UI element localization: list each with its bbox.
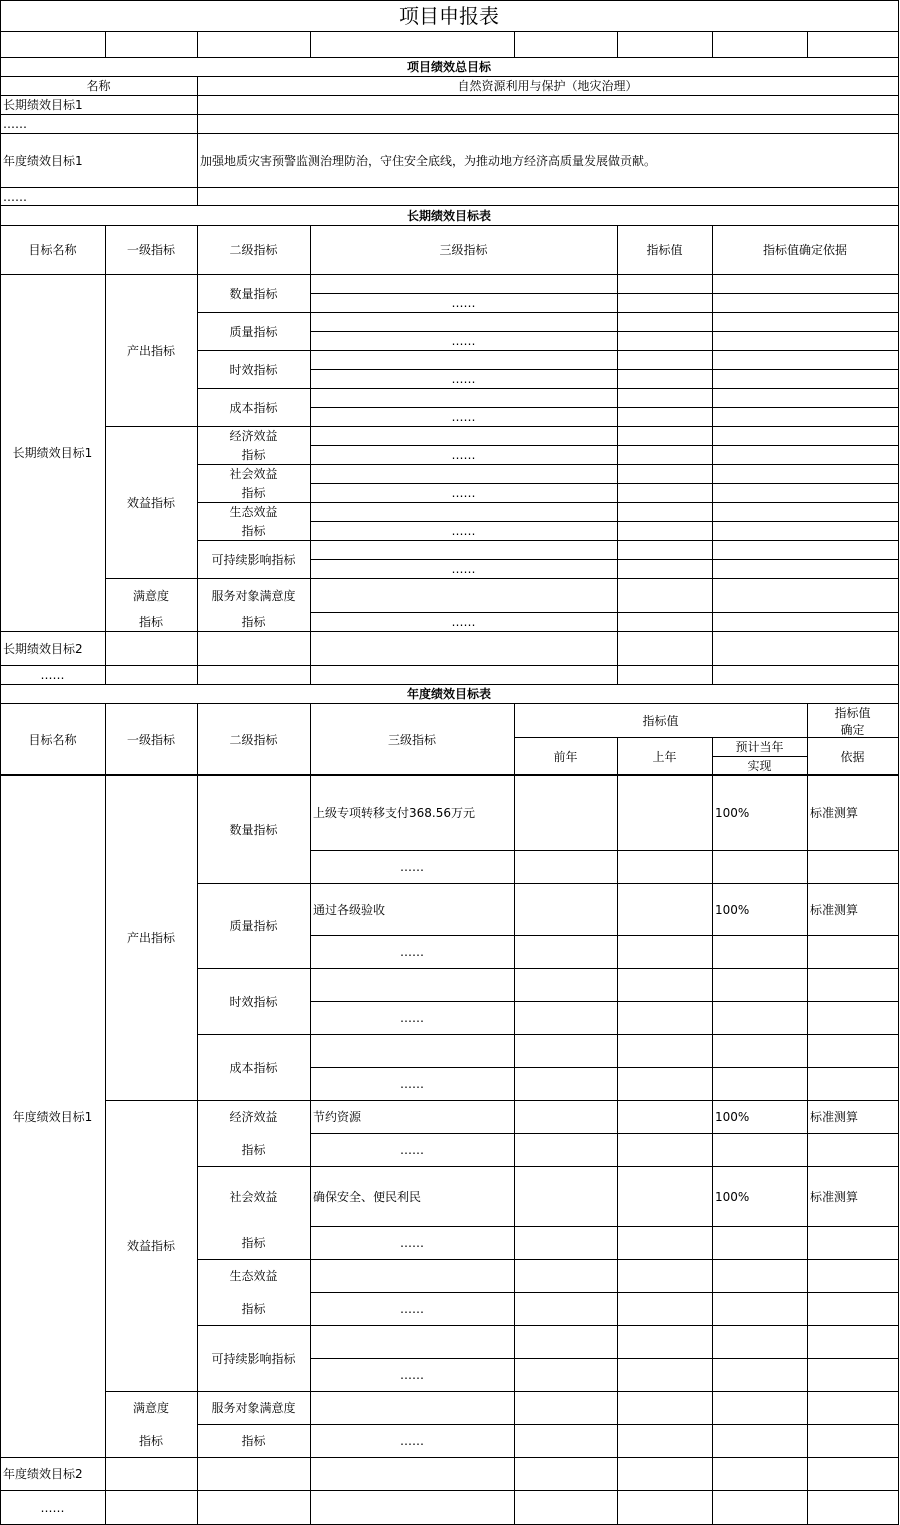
blank-cell[interactable] xyxy=(106,32,197,57)
level1-satisfaction: 满意度 xyxy=(132,1401,169,1415)
col-value: 指标值 xyxy=(642,713,679,728)
grid-line xyxy=(0,1457,899,1458)
col-expected-suffix: 实现 xyxy=(747,759,772,773)
col-basis: 指标值 xyxy=(834,705,871,720)
basis-quantity: 标准测算 xyxy=(810,806,859,820)
blank-cell[interactable] xyxy=(808,32,898,57)
level1-output: 产出指标 xyxy=(126,931,175,945)
col-last-year: 上年 xyxy=(652,749,677,764)
level2-quality: 质量指标 xyxy=(229,324,278,339)
level2-economic: 经济效益 xyxy=(229,429,278,443)
level3-quantity-value: 上级专项转移支付368.56万元 xyxy=(313,806,475,820)
level3-ellipsis: …… xyxy=(451,486,476,500)
level2-cost: 成本指标 xyxy=(229,1060,278,1075)
level2-economic: 经济效益 xyxy=(229,1110,278,1124)
level2-social: 社会效益 xyxy=(229,467,278,481)
level3-ellipsis: …… xyxy=(451,562,476,576)
level2-ecological: 生态效益 xyxy=(229,1269,278,1283)
col-level2: 二级指标 xyxy=(229,243,278,257)
blank-cell[interactable] xyxy=(311,32,514,57)
ellipsis-row: …… xyxy=(3,117,27,131)
col-value: 指标值 xyxy=(646,243,683,257)
name-label: 名称 xyxy=(86,79,111,93)
level2-timeliness: 时效指标 xyxy=(229,994,278,1009)
level3-ellipsis: …… xyxy=(400,945,424,959)
level3-ellipsis: …… xyxy=(400,1143,424,1157)
expected-quantity: 100% xyxy=(715,806,750,820)
level2-quantity: 数量指标 xyxy=(229,286,278,301)
grid-line xyxy=(514,703,515,1525)
section-title-long-term: 长期绩效目标表 xyxy=(406,208,491,223)
level2-social: 社会效益 xyxy=(229,1189,278,1204)
level3-ellipsis: …… xyxy=(400,1077,424,1091)
level3-ellipsis: …… xyxy=(451,410,476,424)
ellipsis-row: …… xyxy=(40,668,65,682)
level2-social-suffix: 指标 xyxy=(241,486,266,500)
level2-service-satisfaction: 服务对象满意度 xyxy=(211,588,296,603)
annual-goal-1-label: 年度绩效目标1 xyxy=(3,153,83,168)
section-title-overall: 项目绩效总目标 xyxy=(406,60,491,74)
col-prev-year: 前年 xyxy=(553,749,578,764)
level2-quality: 质量指标 xyxy=(229,919,278,933)
grid-line xyxy=(712,225,713,685)
level2-sustainable: 可持续影响指标 xyxy=(211,1351,296,1366)
level2-timeliness: 时效指标 xyxy=(229,362,278,377)
page-title: 项目申报表 xyxy=(399,4,499,28)
level2-ecological: 生态效益 xyxy=(229,505,278,519)
col-level1: 一级指标 xyxy=(126,243,175,257)
level2-service-suffix: 指标 xyxy=(241,614,266,629)
ellipsis-row: …… xyxy=(40,1500,65,1515)
project-name-value: 自然资源利用与保护（地灾治理） xyxy=(457,79,638,93)
level2-service-satisfaction: 服务对象满意度 xyxy=(211,1401,296,1415)
level3-ellipsis: …… xyxy=(400,1434,424,1448)
blank-cell[interactable] xyxy=(618,32,712,57)
basis-social: 标准测算 xyxy=(810,1189,859,1204)
basis-economic: 标准测算 xyxy=(810,1110,859,1124)
blank-cell[interactable] xyxy=(198,32,310,57)
col-level3: 三级指标 xyxy=(387,732,436,747)
level2-ecological-suffix: 指标 xyxy=(241,524,266,538)
level2-ecological-suffix: 指标 xyxy=(241,1302,266,1316)
blank-cell[interactable] xyxy=(713,32,807,57)
expected-social: 100% xyxy=(715,1189,750,1204)
level1-satisfaction-suffix: 指标 xyxy=(138,1434,163,1448)
level3-ellipsis: …… xyxy=(451,524,476,538)
annual-goal-1-text: 加强地质灾害预警监测治理防治，守住安全底线，为推动地方经济高质量发展做贡献。 xyxy=(200,153,657,168)
level2-quantity: 数量指标 xyxy=(229,822,278,837)
level2-economic-suffix: 指标 xyxy=(241,1143,266,1157)
level1-satisfaction: 满意度 xyxy=(132,588,169,603)
level3-ellipsis: …… xyxy=(400,1236,424,1250)
level3-ellipsis: …… xyxy=(451,296,476,310)
col-goal-name: 目标名称 xyxy=(28,732,77,747)
basis-quality: 标准测算 xyxy=(810,902,859,917)
level3-social-value: 确保安全、便民利民 xyxy=(313,1189,422,1204)
col-level3: 三级指标 xyxy=(439,243,488,257)
col-level2: 二级指标 xyxy=(229,732,278,747)
annual-goal-2-label: 年度绩效目标2 xyxy=(3,1467,83,1481)
level2-social-suffix: 指标 xyxy=(241,1236,266,1250)
col-basis-suffix: 依据 xyxy=(840,749,865,764)
col-expected: 预计当年 xyxy=(735,740,784,754)
blank-cell[interactable] xyxy=(1,32,105,57)
grid-line xyxy=(617,225,618,685)
col-basis: 指标值确定依据 xyxy=(762,243,847,257)
grid-line xyxy=(712,756,808,757)
level1-benefit: 效益指标 xyxy=(126,495,175,510)
grid-line xyxy=(0,631,899,632)
section-title-annual: 年度绩效目标表 xyxy=(406,687,491,701)
grid-line xyxy=(0,665,899,666)
col-goal-name: 目标名称 xyxy=(28,243,77,257)
level3-economic-value: 节约资源 xyxy=(313,1110,362,1124)
level3-ellipsis: …… xyxy=(451,615,476,629)
annual-goal-1-label: 年度绩效目标1 xyxy=(12,1109,93,1124)
col-basis-mid: 确定 xyxy=(840,722,865,737)
level1-benefit: 效益指标 xyxy=(126,1239,175,1253)
ellipsis-row: …… xyxy=(3,189,27,204)
grid-line xyxy=(0,1490,899,1491)
long-term-goal-2-label: 长期绩效目标2 xyxy=(3,641,83,656)
level3-ellipsis: …… xyxy=(451,334,476,348)
level1-output: 产出指标 xyxy=(126,343,175,358)
level1-satisfaction-suffix: 指标 xyxy=(138,614,163,629)
level3-ellipsis: …… xyxy=(400,1302,424,1316)
level3-ellipsis: …… xyxy=(400,860,424,874)
level3-quality-value: 通过各级验收 xyxy=(313,902,386,917)
blank-cell[interactable] xyxy=(515,32,617,57)
grid-line xyxy=(514,737,899,738)
col-level1: 一级指标 xyxy=(126,732,175,747)
level3-ellipsis: …… xyxy=(400,1368,424,1382)
level3-ellipsis: …… xyxy=(451,372,476,386)
level3-ellipsis: …… xyxy=(451,448,476,462)
long-term-goal-1-label: 长期绩效目标1 xyxy=(3,98,83,112)
long-term-goal-1-label: 长期绩效目标1 xyxy=(12,446,93,460)
grid-line xyxy=(617,737,618,1525)
level2-sustainable: 可持续影响指标 xyxy=(211,552,296,567)
level2-cost: 成本指标 xyxy=(229,400,278,415)
level2-economic-suffix: 指标 xyxy=(241,448,266,462)
expected-quality: 100% xyxy=(715,902,750,917)
level2-service-suffix: 指标 xyxy=(241,1434,266,1448)
long-term-goal-1-cell[interactable] xyxy=(198,96,898,114)
level3-ellipsis: …… xyxy=(400,1011,424,1025)
grid-line xyxy=(898,0,899,1525)
expected-economic: 100% xyxy=(715,1110,750,1124)
